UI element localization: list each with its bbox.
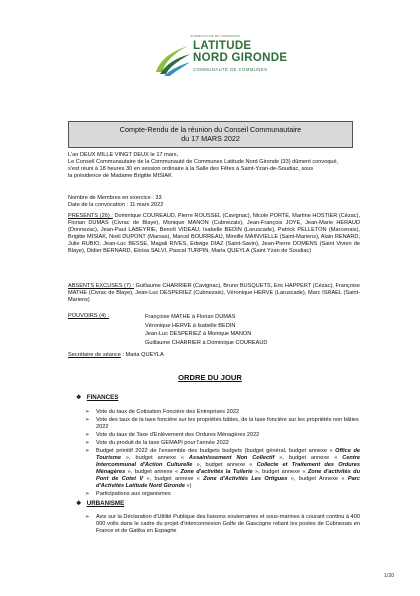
arrow-bullet-icon: ➢ [85,440,90,446]
list-item-text: Vote des taux de la taxe foncière sur les propriétés bâties, de la taxe foncière sur les propriétés non bâties 2022 [96,417,359,430]
convocation-date: Date de la convocation : 11 mars 2022 [68,202,164,209]
pouvoir-item: Guillaume CHARRIER à Dominique COUREAUD [145,339,268,346]
intro-line: s'est réuni à 18 heures 30 en session ordinaire à la Salle des Fêtes à Saint-Yzan-de-Soudiac, sous [68,166,314,173]
latitude-nord-gironde-logo [150,34,288,84]
presents-paragraph [68,213,360,256]
budget-name: Centre Intercommunal d'Action Culturelle [96,455,360,468]
section-label: URBANISME [86,500,125,507]
ordre-du-jour-heading: ORDRE DU JOUR [178,373,242,382]
members-info [68,195,358,209]
budget-text: », budget annexe « [252,469,308,475]
presents-label: PRESENTS (26) : [68,213,113,219]
intro-line: la présidence de Madame Brigitte MISIAK [68,173,172,180]
arrow-bullet-icon: ➢ [85,448,90,454]
secretaire-value: : Maria QUEYLA [122,352,164,358]
document-title: Compte-Rendu de la réunion du Conseil Communautaire [119,125,302,134]
diamond-bullet-icon: ❖ [76,501,82,507]
absents-label: ABSENTS EXCUSES (7) : [68,283,134,289]
intro-line: Le Conseil Communautaire de la Communauté de Communes Latitude Nord Gironde (33) dûment convoqué, [68,159,339,166]
absents-list: Guillaume CHARRIER (Cavignac), Bruno BUSQUETS, Eric HAPPERT (Cézac), Françoise MATHE (Civrac de Blaye), Jean-Luc DESPERIEZ (Cubnezais), Véronique HERVE (Laruscade), Marc ISRAEL (Saint-Mariens) [68,283,361,304]
diamond-bullet-icon: ❖ [76,395,82,401]
arrow-bullet-icon: ➢ [85,514,90,520]
list-item-text: Participations aux organismes [96,491,171,497]
list-item-text: Vote du produit de la taxe GEMAPI pour l'année 2022 [96,440,229,446]
budget-text: », budget annexe « [192,462,257,468]
logo-name-line2: NORD GIRONDE [193,52,288,64]
budget-text: », budget annexe « [125,469,181,475]
pouvoir-item: Véronique HERVE à Isabelle BEDIN [145,322,236,329]
budget-name: Zone d'Activités Les Ortigues [203,476,288,482]
list-item [85,432,360,439]
list-item-budget [85,448,360,490]
list-item-text: Vote du taux de Cotisation Foncière des Entreprises 2022 [96,409,240,415]
section-finances [76,394,118,401]
finances-items [85,409,360,499]
page-number: 1/20 [384,573,395,579]
list-item [85,440,360,447]
budget-text: Budget primitif 2022 de l'ensemble des budgets budgets (budget général, budget annexe « [96,448,336,454]
budget-name: Collecte et Traitement des Ordures Ménagères [96,462,360,475]
budget-text: », budget annexe « [120,455,189,461]
intro-line: L'an DEUX MILLE VINGT DEUX le 17 mars, [68,152,179,158]
budget-text: ») [184,483,192,489]
members-count: Nombre de Membres en exercice : 33 [68,195,162,201]
section-urbanisme [76,500,124,507]
budget-name: Assainissement Non Collectif [188,455,275,461]
document-date: du 17 MARS 2022 [181,134,240,143]
arrow-bullet-icon: ➢ [85,491,90,497]
budget-text: », budget annexe « [143,476,204,482]
budget-name: Zone d'activités la Tuilerie [180,469,253,475]
logo-tagline: COMMUNAUTÉ DE COMMUNES [190,34,240,38]
arrow-bullet-icon: ➢ [85,409,90,415]
list-item [85,491,360,498]
list-item [85,417,360,431]
budget-text: », budget annexe « [274,455,343,461]
pouvoirs-label: POUVOIRS (4) : [68,313,110,319]
absents-paragraph [68,283,360,304]
budget-name: Office de Tourisme [96,448,360,461]
list-item [85,514,360,535]
urbanisme-items [85,514,360,536]
logo-subtitle: COMMUNAUTÉ DE COMMUNES [193,67,268,72]
pouvoirs-list [145,313,345,347]
pouvoir-item: Françoise MATHE à Florian DUMAS [145,314,236,320]
presents-list: Dominique COUREAUD, Pierre ROUSSEL (Cavignac), Nicole PORTE, Martine HOSTIER (Cézac), Florian DUMAS (Civrac de Blaye), Monique MANON (Cubnezais), Jean-François JOYE, Jean-Marie HERAUD (Donnezac), Jean-Paul LABEYRIE, Benoît VIDEAU, Isabelle BEDIN (Laruscade), Patrick PELLETON (Marcenais), Brigitte MISIAK, Noël DUPONT (Marsas), Marcel BOURREAU, Mireille MAINVIELLE (Saint-Mariens), Alain RENARD, Julie RUBIO, Jean-Luc BESSE, Magali RIVES, Edwige DIAZ (Saint-Savin), Jean-Pierre DOMENS (Saint Vivien de Blaye), Didier BERNARD, Eloïsa SALVI, Pascal TURPIN, Maria QUEYLA (Saint Yzan de Soudiac) [68,213,360,255]
logo-name-line1: LATITUDE [193,40,252,52]
list-item-text: Vote du taux de Taxe d'Enlèvement des Ordures Ménagères 2022 [96,432,260,438]
intro-paragraph [68,152,358,180]
section-label: FINANCES [86,394,119,401]
arrow-bullet-icon: ➢ [85,432,90,438]
document-title-box [68,121,353,148]
pouvoir-item: Jean-Luc DESPERIEZ à Monique MANON [145,331,252,337]
logo-mark-icon [150,38,194,78]
arrow-bullet-icon: ➢ [85,417,90,423]
list-item [85,409,360,416]
secretaire-line [68,352,164,359]
secretaire-label: Secrétaire de séance [68,352,121,358]
list-item-text: Avis sur la Déclaration d'Utilité Publique des liaisons souterraines et sous-marines à courant continu à 400 000 volts dans le cadre du projet d'interconnexion Golfe de Gascogne reliant les postes de Cubnezais en France et de Gatika en Espagne [96,514,360,534]
budget-name: Parc d'Activités Latitude Nord Gironde [96,476,360,489]
budget-name: Zone d'activités du Pont de Cotet V [96,469,360,482]
budget-text: », budget Annexe « [287,476,348,482]
